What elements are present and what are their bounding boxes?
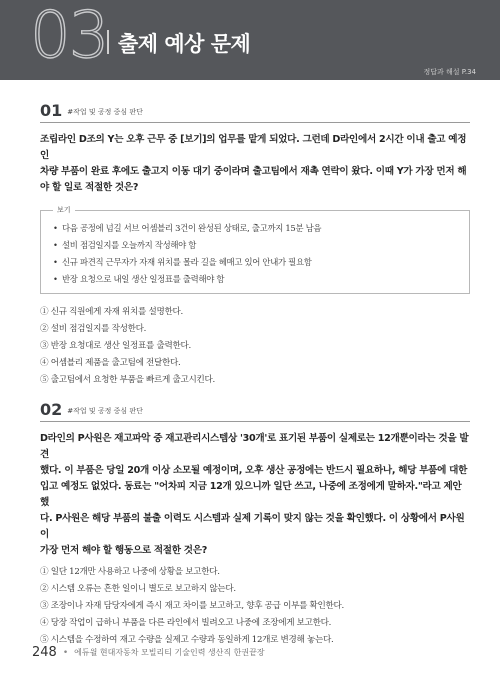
question-heading — [40, 400, 470, 418]
question-text-line: 했다. 이 부품은 당일 20개 이상 소모될 예정이며, 오후 생산 공정에는 반드시 필요하나, 해당 부품에 대한 — [40, 465, 468, 476]
chapter-title: 출제 예상 문제 — [118, 32, 251, 56]
bullet-icon: • — [53, 223, 58, 233]
question-tag: #작업 및 공정 중심 판단 — [67, 407, 143, 415]
answer-option-5[interactable]: ⑤ 시스템을 수정하여 재고 수량을 실제고 수량과 동일하게 12개로 변경해 놓는다. — [40, 635, 334, 645]
answer-option-3[interactable]: ③ 반장 요청대로 생산 일정표를 출력한다. — [40, 341, 191, 351]
question-rule — [40, 421, 470, 422]
question-text-line: 차량 부품이 완료 후에도 출고지 이동 대기 중이라며 출고팀에서 재촉 연락이 왔다. 이때 Y가 가장 먼저 해 — [40, 166, 467, 177]
answer-option-4[interactable]: ④ 당장 작업이 급하니 부품을 다른 라인에서 빌려오고 나중에 조장에게 보고한다. — [40, 618, 332, 628]
page-number: 248 — [32, 645, 57, 660]
bullet-icon: • — [53, 274, 58, 284]
example-box — [40, 206, 470, 294]
question-text — [40, 431, 470, 559]
example-item: • 다음 공정에 넘길 서브 어셈블리 3건이 완성된 상태로, 출고까지 15분 남음 — [53, 220, 459, 237]
page-footer — [32, 645, 265, 660]
question-number: 01 — [40, 101, 63, 120]
bullet-icon: • — [53, 240, 58, 250]
answer-option-5[interactable]: ⑤ 출고팀에서 요청한 부품을 빠르게 출고시킨다. — [40, 375, 215, 385]
example-item: • 반장 요청으로 내일 생산 일정표를 출력해야 함 — [53, 271, 459, 288]
answer-option-3[interactable]: ③ 조장이나 자재 담당자에게 즉시 재고 차이를 보고하고, 향후 공급 이부를 확인한다. — [40, 601, 344, 611]
answer-option-1[interactable]: ① 일단 12개만 사용하고 나중에 상황을 보고한다. — [40, 567, 220, 577]
answer-option-2[interactable]: ② 설비 점검일지를 작성한다. — [40, 324, 147, 334]
question-text-line: 야 할 일로 적절한 것은? — [40, 182, 139, 193]
answer-options — [40, 564, 470, 649]
question-heading — [40, 101, 470, 119]
footer-separator: • — [62, 647, 69, 658]
question-02 — [40, 400, 470, 649]
book-title: 에듀윌 현대자동차 모빌리티 기술인력 생산직 한권끝장 — [74, 648, 265, 657]
answer-option-1[interactable]: ① 신규 직원에게 자재 위치를 설명한다. — [40, 307, 183, 317]
question-text — [40, 132, 470, 196]
answer-reference: 정답과 해설 P.34 — [423, 68, 476, 76]
question-text-line: D라인의 P사원은 재고파악 중 재고관리시스템상 '30개'로 표기된 부품이 실제로는 12개뿐이라는 것을 발견 — [40, 433, 469, 460]
question-tag: #작업 및 공정 중심 판단 — [67, 108, 143, 116]
chapter-number: 03 — [30, 0, 108, 73]
answer-option-4[interactable]: ④ 어셈블리 제품을 출고팀에 전달한다. — [40, 358, 181, 368]
question-text-line: 조립라인 D조의 Y는 오후 근무 중 [보기]의 업무를 맡게 되었다. 그런데 D라인에서 2시간 이내 출고 예정인 — [40, 134, 467, 161]
question-rule — [40, 122, 470, 123]
header-divider — [107, 30, 109, 54]
question-text-line: 가장 먼저 해야 할 행동으로 적절한 것은? — [40, 545, 207, 556]
chapter-header — [0, 0, 500, 80]
question-01 — [40, 101, 470, 389]
example-box-label: 보기 — [53, 205, 75, 215]
example-item: • 신규 파견직 근무자가 자재 위치를 몰라 길을 헤매고 있어 안내가 필요함 — [53, 254, 459, 271]
question-text-line: 입고 예정도 없었다. 동료는 "어차피 지금 12개 있으니까 일단 쓰고, 나중에 조정에게 말하자."라고 제안했 — [40, 481, 462, 508]
bullet-icon: • — [53, 257, 58, 267]
question-number: 02 — [40, 400, 63, 419]
answer-options — [40, 304, 470, 389]
example-item: • 설비 점검일지를 오늘까지 작성해야 함 — [53, 237, 459, 254]
answer-option-2[interactable]: ② 시스템 오류는 흔한 일이니 별도로 보고하지 않는다. — [40, 584, 236, 594]
question-text-line: 다. P사원은 해당 부품의 불출 이력도 시스템과 실제 기록이 맞지 않는 것을 확인했다. 이 상황에서 P사원이 — [40, 513, 465, 540]
